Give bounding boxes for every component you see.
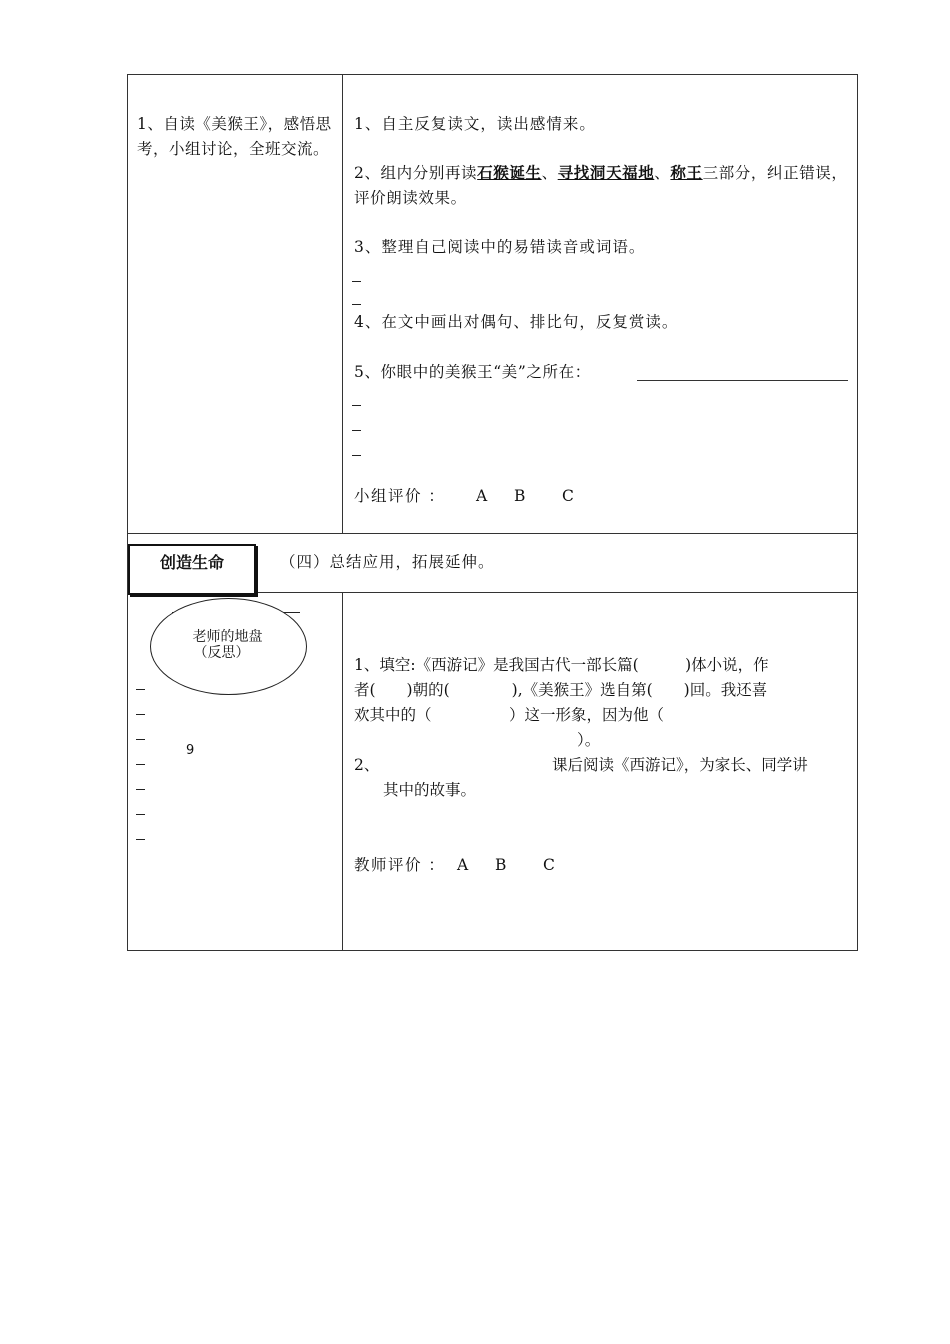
task-2-suffix: 三部分，纠正错误，评价朗读效果。 xyxy=(354,164,848,207)
reflection-dash[interactable] xyxy=(136,714,145,715)
page-number: 9 xyxy=(186,743,195,758)
blank-dash[interactable] xyxy=(352,405,361,406)
blank-dash[interactable] xyxy=(352,455,361,456)
task-4: 4、在文中画出对偶句、排比句，反复赏读。 xyxy=(354,313,679,331)
group-eval-c[interactable]: C xyxy=(562,487,574,505)
task-2-prefix: 2、组内分别再读 xyxy=(354,164,478,182)
group-eval-b[interactable]: B xyxy=(514,487,526,505)
blank-dash[interactable] xyxy=(352,430,361,431)
table-top-border xyxy=(127,74,858,75)
reflection-dash[interactable] xyxy=(136,689,145,690)
blank-dash[interactable] xyxy=(352,304,361,305)
fill-blank-line-4: ）。 xyxy=(577,731,601,749)
group-eval-a[interactable]: A xyxy=(476,487,488,505)
task-1: 1、自主反复读文，读出感情来。 xyxy=(354,115,596,133)
reflection-dash[interactable] xyxy=(136,739,145,740)
section-heading: （四）总结应用，拓展延伸。 xyxy=(280,553,495,571)
column-divider-bottom xyxy=(342,592,343,951)
reading-task-cont: 其中的故事。 xyxy=(383,781,477,799)
teacher-eval-a[interactable]: A xyxy=(457,856,469,874)
fill-blank-line-3: 欢其中的（ ）这一形象，因为他（ xyxy=(354,706,665,724)
teacher-eval-label: 教师评价 ： xyxy=(354,856,446,874)
section-stone-monkey: 石猴诞生 xyxy=(477,163,542,182)
row-divider-1 xyxy=(127,533,858,534)
reflection-dash[interactable] xyxy=(136,764,145,765)
section-title-box xyxy=(128,544,256,595)
teacher-eval-c[interactable]: C xyxy=(543,856,555,874)
reflection-dash[interactable] xyxy=(136,839,145,840)
reading-task: 课后阅读《西游记》，为家长、同学讲 xyxy=(552,756,808,774)
task-3: 3、整理自己阅读中的易错读音或词语。 xyxy=(354,238,646,256)
task-2 xyxy=(354,160,851,211)
group-eval-label: 小组评价 ： xyxy=(354,487,446,505)
bubble-title: 老师的地盘 xyxy=(192,629,263,645)
section-title: 创造生命 xyxy=(159,553,224,572)
column-divider-top xyxy=(342,74,343,534)
answer-line[interactable] xyxy=(637,380,848,381)
reflection-dash[interactable] xyxy=(136,789,145,790)
task-5: 5、你眼中的美猴王“美”之所在： xyxy=(354,363,591,381)
section-become-king: 称王 xyxy=(670,163,703,182)
section-find-cave: 寻找洞天福地 xyxy=(557,163,655,182)
fill-blank-line-1: 1、填空:《西游记》是我国古代一部长篇( )体小说，作 xyxy=(354,656,769,674)
table-right-border xyxy=(857,74,858,951)
task-2-sep-1: 、 xyxy=(541,164,558,182)
teacher-eval-b[interactable]: B xyxy=(495,856,507,874)
reflection-dash[interactable] xyxy=(136,814,145,815)
activity-description: 1、自读《美猴王》，感悟思考，小组讨论，全班交流。 xyxy=(137,115,332,158)
task-2-sep-2: 、 xyxy=(654,164,671,182)
task-2-number: 2、 xyxy=(354,756,380,774)
fill-blank-line-2: 者( )朝的( ),《美猴王》选自第( )回。我还喜 xyxy=(354,681,768,699)
blank-dash[interactable] xyxy=(352,281,361,282)
table-left-border xyxy=(127,74,128,951)
table-bottom-border xyxy=(127,950,858,951)
bubble-subtitle: （反思） xyxy=(193,645,250,661)
